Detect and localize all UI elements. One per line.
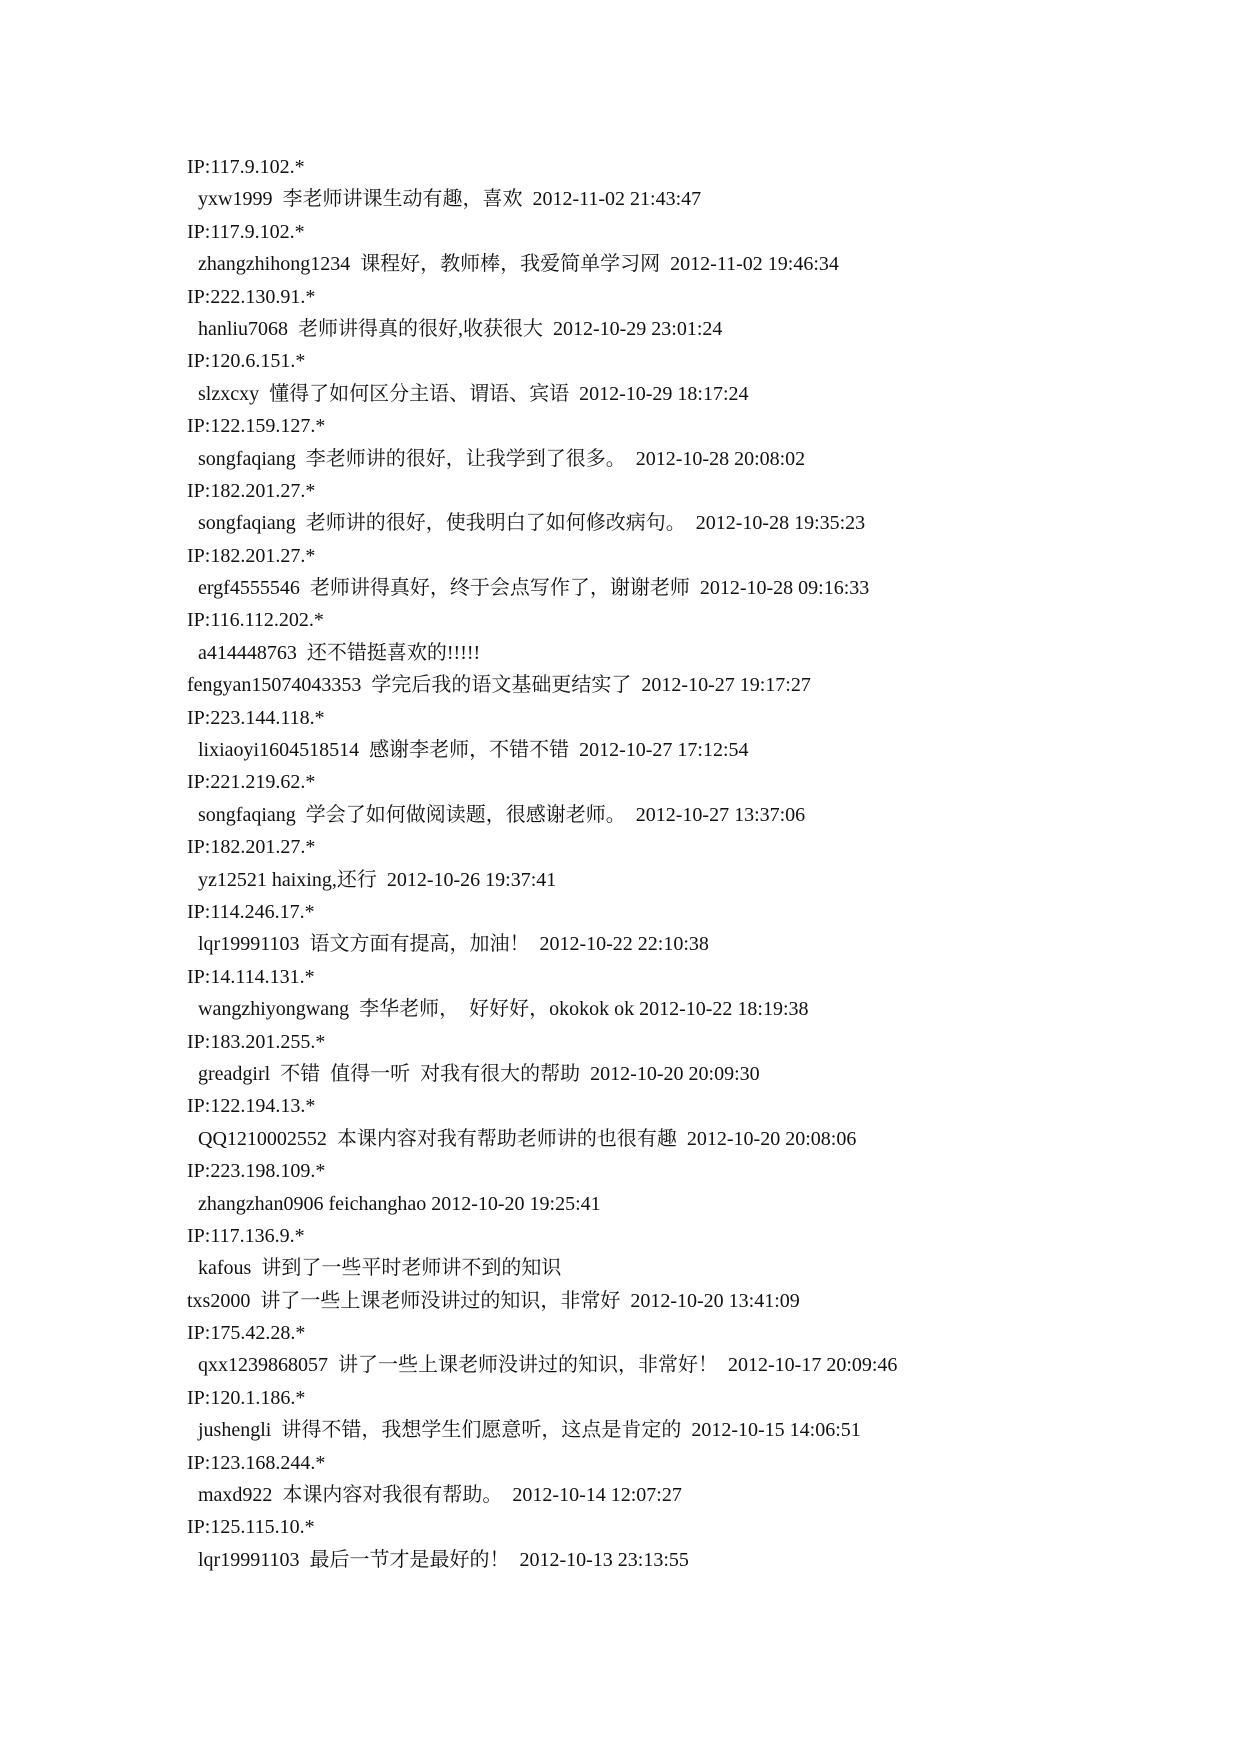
comment-line: zhangzhan0906 feichanghao 2012-10-20 19:25:41 (198, 1192, 601, 1215)
comment-line: lixiaoyi1604518514 感谢李老师，不错不错 2012-10-27 17:12:54 (198, 739, 749, 762)
ip-line: IP:175.42.28.* (187, 1322, 306, 1345)
ip-line: txs2000 讲了一些上课老师没讲过的知识，非常好 2012-10-20 13:41:09 (187, 1289, 800, 1312)
comment-line: ergf4555546 老师讲得真好，终于会点写作了，谢谢老师 2012-10-28 09:16:33 (198, 577, 870, 600)
comment-line: jushengli 讲得不错，我想学生们愿意听，这点是肯定的 2012-10-15 14:06:51 (198, 1419, 861, 1442)
ip-line: IP:116.112.202.* (187, 609, 324, 632)
comment-line: hanliu7068 老师讲得真的很好,收获很大 2012-10-29 23:01:24 (198, 317, 723, 340)
ip-line: IP:117.9.102.* (187, 220, 305, 243)
ip-line: IP:125.115.10.* (187, 1516, 315, 1539)
ip-line: IP:123.168.244.* (187, 1451, 326, 1474)
comment-line: maxd922 本课内容对我很有帮助。 2012-10-14 12:07:27 (198, 1484, 682, 1507)
ip-line: IP:14.114.131.* (187, 965, 315, 988)
comment-line: qxx1239868057 讲了一些上课老师没讲过的知识，非常好！ 2012-10-17 20:09:46 (198, 1354, 898, 1377)
comment-line: songfaqiang 老师讲的很好，使我明白了如何修改病句。 2012-10-28 19:35:23 (198, 512, 866, 535)
ip-line: IP:122.159.127.* (187, 415, 326, 438)
ip-line: IP:117.9.102.* (187, 156, 305, 178)
ip-line: IP:120.1.186.* (187, 1386, 306, 1409)
comment-line: greadgirl 不错 值得一听 对我有很大的帮助 2012-10-20 20:09:30 (198, 1062, 760, 1085)
ip-line: IP:182.201.27.* (187, 836, 316, 859)
comment-line: yxw1999 李老师讲课生动有趣，喜欢 2012-11-02 21:43:47 (198, 188, 702, 211)
comment-list (187, 151, 1187, 1576)
comment-line: lqr19991103 语文方面有提高，加油！ 2012-10-22 22:10:38 (198, 933, 709, 956)
comment-line: kafous 讲到了一些平时老师讲不到的知识 (198, 1257, 562, 1280)
ip-line: IP:223.198.109.* (187, 1160, 326, 1183)
comment-line: wangzhiyongwang 李华老师， 好好好，okokok ok 2012-10-22 18:19:38 (198, 998, 809, 1021)
comment-line: slzxcxy 懂得了如何区分主语、谓语、宾语 2012-10-29 18:17:24 (198, 382, 749, 405)
ip-line: IP:221.219.62.* (187, 771, 316, 794)
comment-line: songfaqiang 李老师讲的很好，让我学到了很多。 2012-10-28 20:08:02 (198, 447, 806, 470)
ip-line: IP:182.201.27.* (187, 479, 316, 502)
ip-line: IP:223.144.118.* (187, 706, 325, 729)
ip-line: IP:222.130.91.* (187, 285, 316, 308)
ip-line: IP:120.6.151.* (187, 350, 306, 373)
comment-line: zhangzhihong1234 课程好，教师棒，我爱简单学习网 2012-11-02 19:46:34 (198, 253, 839, 276)
comment-line: songfaqiang 学会了如何做阅读题，很感谢老师。 2012-10-27 13:37:06 (198, 803, 806, 826)
ip-line: IP:114.246.17.* (187, 900, 315, 923)
ip-line: fengyan15074043353 学完后我的语文基础更结实了 2012-10-27 19:17:27 (187, 674, 811, 697)
comment-line: a414448763 还不错挺喜欢的!!!!! (198, 641, 481, 664)
comment-line: yz12521 haixing,还行 2012-10-26 19:37:41 (198, 868, 557, 891)
ip-line: IP:122.194.13.* (187, 1095, 316, 1118)
comment-line: lqr19991103 最后一节才是最好的！ 2012-10-13 23:13:55 (198, 1548, 689, 1571)
ip-line: IP:183.201.255.* (187, 1030, 326, 1053)
ip-line: IP:117.136.9.* (187, 1224, 305, 1247)
comment-line: QQ1210002552 本课内容对我有帮助老师讲的也很有趣 2012-10-20 20:08:06 (198, 1127, 857, 1150)
ip-line: IP:182.201.27.* (187, 544, 316, 567)
